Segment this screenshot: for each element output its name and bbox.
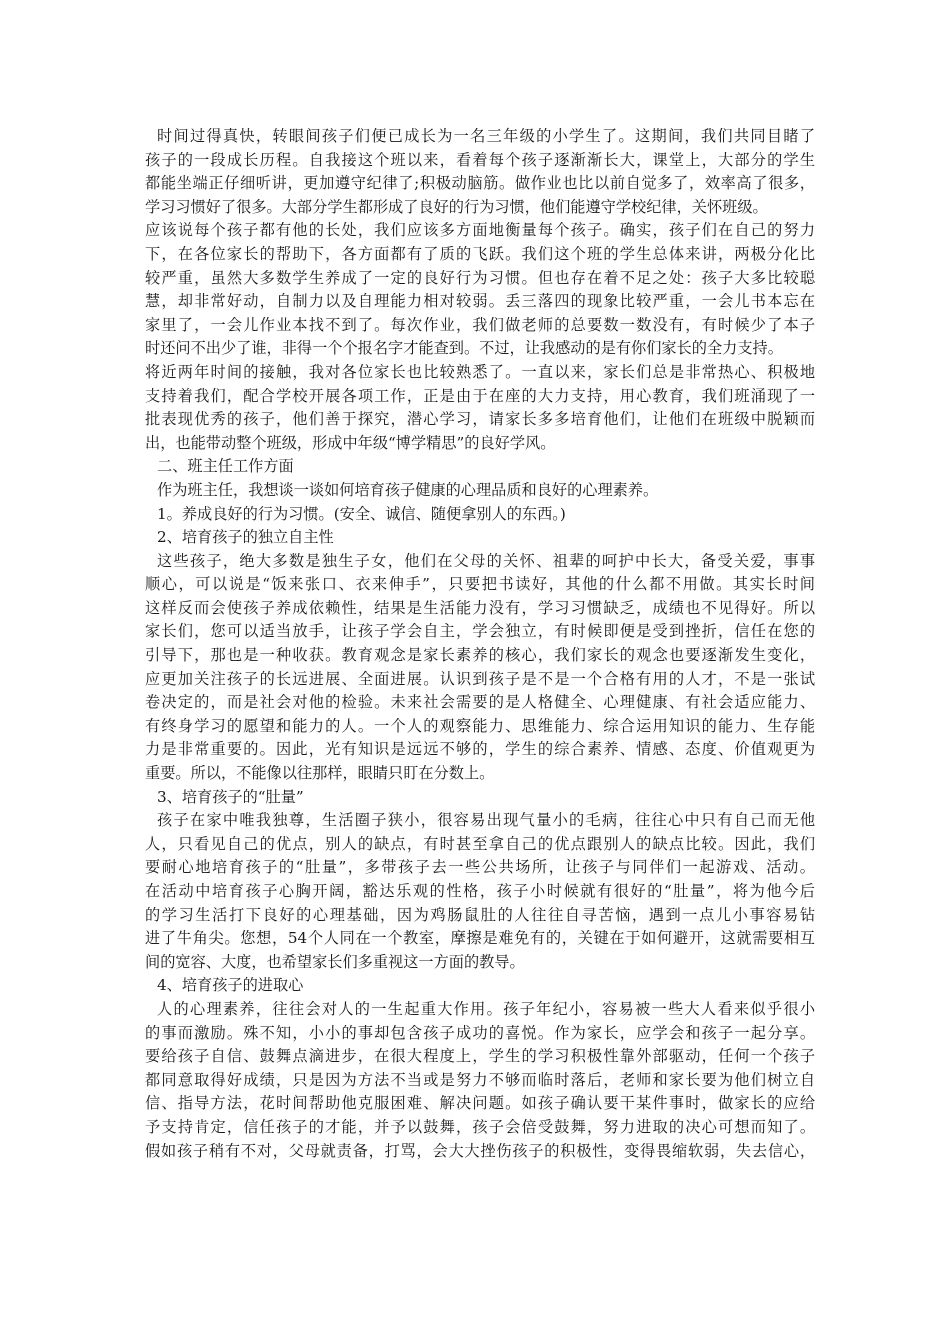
paragraph-line: 的事而激励。殊不知，小小的事却包含孩子成功的喜悦。作为家长，应学会和孩子一起分享。 xyxy=(145,1023,815,1042)
paragraph-line: 出，也能带动整个班级，形成中年级“博学精思”的良好学风。 xyxy=(145,433,556,452)
paragraph-line: 支持着我们，配合学校开展各项工作，正是由于在座的大力支持，用心教育，我们班涌现了一 xyxy=(145,386,815,405)
section-heading: 作为班主任，我想谈一谈如何培育孩子健康的心理品质和良好的心理素养。 xyxy=(157,480,659,499)
paragraph-line: 将近两年时间的接触，我对各位家长也比较熟悉了。一直以来，家长们总是非常热心、积极地 xyxy=(145,362,815,381)
paragraph-line: 人的心理素养，往往会对人的一生起重大作用。孩子年纪小，容易被一些大人看来似乎很小 xyxy=(157,999,815,1018)
paragraph-line: 予支持肯定，信任孩子的才能，并予以鼓舞，孩子会倍受鼓舞，努力进取的决心可想而知了。 xyxy=(145,1117,815,1136)
paragraph-line: 重要。所以，不能像以往那样，眼睛只盯在分数上。 xyxy=(145,764,495,783)
paragraph-line: 慧，却非常好动，自制力以及自理能力相对较弱。丢三落四的现象比较严重，一会儿书本忘在 xyxy=(145,292,815,311)
paragraph-line: 间的宽容、大度，也希望家长们多重视这一方面的教导。 xyxy=(145,952,525,971)
paragraph-line: 应该说每个孩子都有他的长处，我们应该多方面地衡量每个孩子。确实，孩子们在自己的努力 xyxy=(145,221,815,240)
paragraph-line: 这样反而会使孩子养成依赖性，结果是生活能力没有，学习习惯缺乏，成绩也不见得好。所以 xyxy=(145,598,815,617)
paragraph-line: 卷决定的，而是社会对他的检验。未来社会需要的是人格健全、心理健康、有社会适应能力、 xyxy=(145,693,815,712)
paragraph-line: 家长们，您可以适当放手，让孩子学会自主，学会独立，有时候即便是受到挫折，信任在您的 xyxy=(145,622,815,641)
section-heading: 2、培育孩子的独立自主性 xyxy=(157,528,334,547)
section-heading: 3、培育孩子的“肚量” xyxy=(157,787,304,806)
paragraph-line: 顺心，可以说是“饭来张口、衣来伸手”，只要把书读好，其他的什么都不用做。其实长时间 xyxy=(145,575,815,594)
paragraph-line: 时间过得真快，转眼间孩子们便已成长为一名三年级的小学生了。这期间，我们共同目睹了 xyxy=(157,127,815,145)
paragraph-line: 假如孩子稍有不对，父母就责备，打骂，会大大挫伤孩子的积极性，变得畏缩软弱，失去信心， xyxy=(145,1141,815,1160)
document-body xyxy=(145,125,815,1163)
paragraph-line: 家里了，一会儿作业本找不到了。每次作业，我们做老师的总要数一数没有，有时候少了本子 xyxy=(145,315,815,334)
paragraph-line: 有终身学习的愿望和能力的人。一个人的观察能力、思维能力、综合运用知识的能力、生存能 xyxy=(145,716,815,735)
paragraph-line: 都同意取得好成绩，只是因为方法不当或是努力不够而临时落后，老师和家长要为他们树立自 xyxy=(145,1070,815,1089)
paragraph-line: 批表现优秀的孩子，他们善于探究，潜心学习，请家长多多培育他们，让他们在班级中脱颖而 xyxy=(145,410,815,429)
paragraph-line: 孩子的一段成长历程。自我接这个班以来，看着每个孩子逐渐渐长大，课堂上，大部分的学生 xyxy=(145,150,815,169)
paragraph-line: 进了牛角尖。您想，54个人同在一个教室，摩擦是难免有的，关键在于如何避开，这就需要相互 xyxy=(145,929,815,948)
section-heading: 4、培育孩子的进取心 xyxy=(157,976,304,995)
paragraph-line: 孩子在家中唯我独尊，生活圈子狭小，很容易出现气量小的毛病，往往心中只有自己而无他 xyxy=(157,811,815,830)
paragraph-line: 要给孩子自信、鼓舞点滴进步，在很大程度上，学生的学习积极性靠外部驱动，任何一个孩子 xyxy=(145,1047,815,1066)
section-heading: 二、班主任工作方面 xyxy=(157,457,294,476)
section-heading: 1。养成良好的行为习惯。(安全、诚信、随便拿别人的东西。) xyxy=(157,504,566,523)
paragraph-line: 时还问不出少了谁，非得一个个报名字才能查到。不过，让我感动的是有你们家长的全力支持。 xyxy=(145,339,783,358)
paragraph-line: 引导下，那也是一种收获。教育观念是家长素养的核心，我们家长的观念也要逐渐发生变化， xyxy=(145,646,815,665)
paragraph-line: 在活动中培育孩子心胸开阔，豁达乐观的性格，孩子小时候就有很好的“肚量”，将为他今后 xyxy=(145,882,815,900)
paragraph-line: 学习习惯好了很多。大部分学生都形成了良好的行为习惯，他们能遵守学校纪律，关怀班级。 xyxy=(145,197,768,216)
paragraph-line: 力是非常重要的。因此，光有知识是远远不够的，学生的综合素养、情感、态度、价值观更为 xyxy=(145,740,815,759)
paragraph-line: 下，在各位家长的帮助下，各方面都有了质的飞跃。我们这个班的学生总体来讲，两极分化比 xyxy=(145,244,815,263)
paragraph-line: 这些孩子，绝大多数是独生子女，他们在父母的关怀、祖辈的呵护中长大，备受关爱，事事 xyxy=(157,551,815,570)
paragraph-line: 信、指导方法，花时间帮助他克服困难、解决问题。如孩子确认要干某件事时，做家长的应给 xyxy=(145,1094,815,1113)
paragraph-line: 要耐心地培育孩子的“肚量”，多带孩子去一些公共场所，让孩子与同伴们一起游戏、活动。 xyxy=(145,858,815,877)
paragraph-line: 的学习生活打下良好的心理基础，因为鸡肠鼠肚的人往往自寻苦恼，遇到一点儿小事容易钻 xyxy=(145,905,815,924)
paragraph-line: 应更加关注孩子的长远进展、全面进展。认识到孩子是不是一个合格有用的人才，不是一张试 xyxy=(145,669,815,688)
paragraph-line: 较严重，虽然大多数学生养成了一定的良好行为习惯。但也存在着不足之处：孩子大多比较聪 xyxy=(145,268,815,287)
paragraph-line: 人，只看见自己的优点，别人的缺点，有时甚至拿自己的优点跟别人的缺点比较。因此，我们 xyxy=(145,834,815,853)
paragraph-line: 都能坐端正仔细听讲，更加遵守纪律了;积极动脑筋。做作业也比以前自觉多了，效率高了很多， xyxy=(145,174,815,193)
